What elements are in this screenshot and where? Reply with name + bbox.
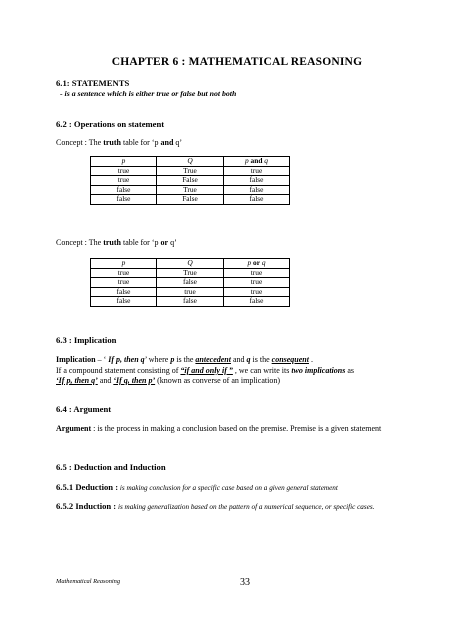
table-cell: false xyxy=(224,195,290,205)
text-fragment: (known as converse of an implication) xyxy=(155,376,280,385)
statement-definition: - is a sentence which is either true or false but not both xyxy=(60,89,237,98)
table-cell: true xyxy=(224,166,290,176)
truth-word: truth xyxy=(103,138,121,147)
text-fragment: is making generalization based on the pattern of a numerical sequence, or specific cases. xyxy=(116,503,375,511)
two-implications: two implications xyxy=(291,366,346,375)
deduction-definition xyxy=(56,482,338,492)
table-row xyxy=(91,176,290,186)
deduction-label: 6.5.1 Deduction : xyxy=(56,482,119,492)
antecedent-term: antecedent xyxy=(195,355,231,364)
table-cell: false xyxy=(157,297,224,307)
col-header-p-and-q: p and q xyxy=(224,157,290,167)
concept-prefix: Concept : The xyxy=(56,138,104,147)
table-cell: false xyxy=(224,176,290,186)
text-fragment: , we can write its xyxy=(232,366,292,375)
table-cell: false xyxy=(224,185,290,195)
section-6-2-heading: 6.2 : Operations on statement xyxy=(56,119,165,129)
col-header-p-or-q: p or q xyxy=(224,259,290,269)
table-row xyxy=(91,278,290,288)
col-header-p: p xyxy=(91,157,157,167)
concept-prefix: Concept : The xyxy=(56,238,104,247)
table-cell: False xyxy=(157,176,224,186)
table-cell: true xyxy=(224,287,290,297)
or-truth-table xyxy=(90,258,290,307)
table-cell: true xyxy=(157,287,224,297)
if-q-then-p-quote: ‘If q, then p’ xyxy=(113,376,156,385)
if-p-then-q: If p, then q xyxy=(108,355,145,364)
table-header-row xyxy=(91,157,290,167)
section-6-1-heading: 6.1: STATEMENTS xyxy=(56,78,130,88)
argument-definition xyxy=(56,424,381,433)
compound-statement-line xyxy=(56,366,354,375)
implication-line xyxy=(56,355,313,364)
text-fragment: ’ where xyxy=(144,355,171,364)
or-connective: or xyxy=(160,238,169,247)
footer-chapter-name: Mathematical Reasoning xyxy=(56,578,121,585)
text-fragment: – ‘ xyxy=(95,355,109,364)
col-header-p: p xyxy=(91,259,157,269)
section-6-4-heading: 6.4 : Argument xyxy=(56,404,112,414)
section-6-3-heading: 6.3 : Implication xyxy=(56,335,117,345)
converse-line xyxy=(56,376,280,385)
truth-word: truth xyxy=(103,238,121,247)
text-fragment: and xyxy=(97,376,114,385)
and-connective: and xyxy=(160,138,174,147)
induction-label: 6.5.2 Induction : xyxy=(56,501,117,511)
text-fragment: . xyxy=(308,355,313,364)
argument-label: Argument xyxy=(56,424,92,433)
text-fragment: : is the process in making a conclusion based on the premise. Premise is a given statement xyxy=(91,424,382,433)
text-fragment: as xyxy=(345,366,354,375)
induction-definition xyxy=(56,501,374,511)
table-cell: false xyxy=(224,297,290,307)
section-6-5-heading: 6.5 : Deduction and Induction xyxy=(56,462,166,472)
table-cell: true xyxy=(224,268,290,278)
table-row xyxy=(91,195,290,205)
concept-mid: table for ‘p xyxy=(120,138,161,147)
if-p-then-q-quote: ‘If p, then q’ xyxy=(56,376,98,385)
concept-mid: table for ‘p xyxy=(120,238,161,247)
and-truth-table xyxy=(90,156,290,205)
var-q: q xyxy=(246,355,251,364)
table-cell: true xyxy=(91,166,157,176)
header-and: and xyxy=(250,156,263,165)
concept-post: q’ xyxy=(173,138,183,147)
text-fragment: is the xyxy=(174,355,196,364)
or-concept-line xyxy=(56,238,177,247)
text-fragment: and xyxy=(230,355,247,364)
table-cell: true xyxy=(91,268,157,278)
and-concept-line xyxy=(56,138,182,147)
table-cell: false xyxy=(91,297,157,307)
page-number: 33 xyxy=(240,577,250,588)
table-cell: True xyxy=(157,268,224,278)
table-row xyxy=(91,297,290,307)
chapter-title: CHAPTER 6 : MATHEMATICAL REASONING xyxy=(111,56,363,68)
table-cell: True xyxy=(157,185,224,195)
concept-post: q’ xyxy=(168,238,177,247)
table-cell: true xyxy=(91,278,157,288)
iff-term: “if and only if ” xyxy=(180,366,233,375)
col-header-q: Q xyxy=(157,157,224,167)
table-cell: false xyxy=(91,195,157,205)
var-p: p xyxy=(170,355,175,364)
header-or: or xyxy=(253,258,260,267)
table-cell: false xyxy=(91,185,157,195)
table-cell: true xyxy=(91,176,157,186)
table-cell: False xyxy=(157,195,224,205)
table-cell: True xyxy=(157,166,224,176)
consequent-term: consequent xyxy=(271,355,309,364)
col-header-q: Q xyxy=(157,259,224,269)
table-cell: true xyxy=(224,278,290,288)
text-fragment: is making conclusion for a specific case based on a given general statement xyxy=(118,484,338,492)
text-fragment: is the xyxy=(250,355,272,364)
implication-label: Implication xyxy=(56,355,96,364)
table-cell: false xyxy=(91,287,157,297)
table-header-row xyxy=(91,259,290,269)
text-fragment: If a compound statement consisting of xyxy=(56,366,181,375)
table-cell: false xyxy=(157,278,224,288)
